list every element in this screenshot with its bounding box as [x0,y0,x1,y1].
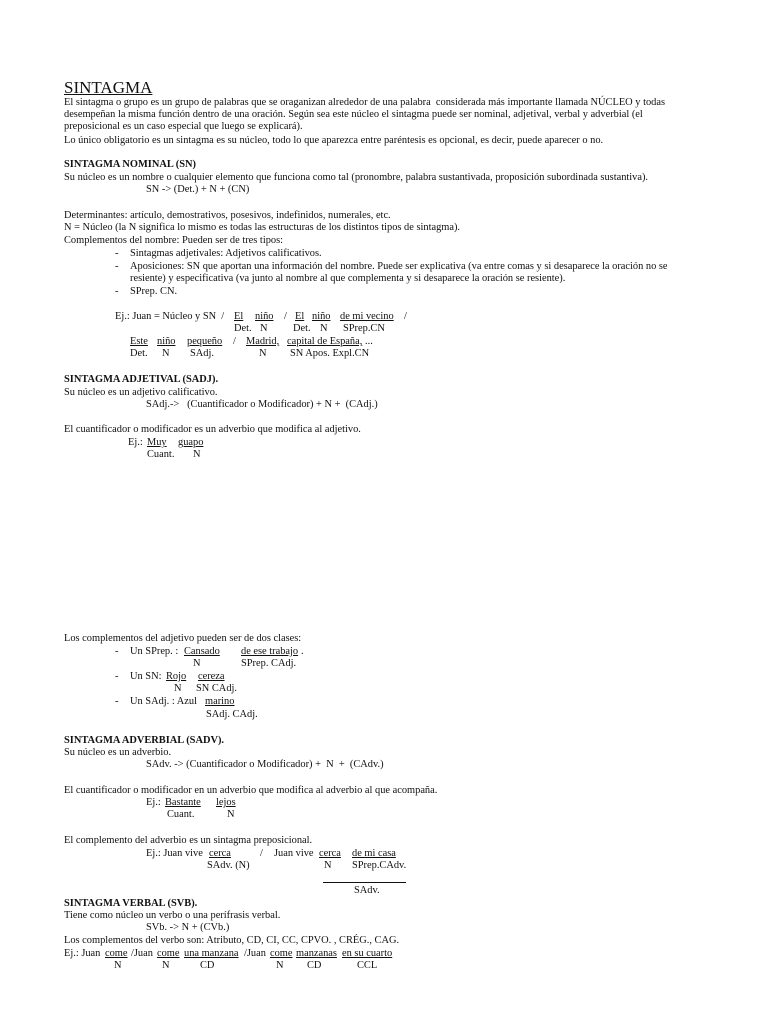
example-word: capital de España, [287,336,363,347]
example-label: SAdj. CAdj. [206,709,258,720]
example-label: SAdj. [190,348,214,359]
example-word: El [295,311,305,322]
example-label: N [227,809,235,820]
example-text: Ej.: Juan [64,948,101,959]
example-label: SAdv. [354,885,380,896]
example-text: Juan vive [274,848,314,859]
example-label: SPrep.CN [343,323,385,334]
sn-text: Su núcleo es un nombre o cualquier elemento que funciona como tal (pronombre, palabra sustantivada, proposición subordinada sustantiva). [64,172,649,183]
example-word: de ese trabajo [241,646,299,657]
example-word: guapo [178,437,204,448]
example-label: SPrep. CAdj. [241,658,297,669]
example-word: cerca [209,848,231,859]
bracket-line [323,882,406,883]
list-item: Sintagmas adjetivales: Adjetivos calificativos. [130,248,322,259]
list-item: Un SAdj. : Azul [130,696,197,707]
example-word: come [157,948,180,959]
sadj-text: El cuantificador o modificador es un adverbio que modifica al adjetivo. [64,424,361,435]
example-text: ... [365,336,373,347]
example-text: Ej.: [146,797,161,808]
example-word: come [105,948,128,959]
example-text: Ej.: Juan vive [146,848,203,859]
list-item: Un SN: [130,671,162,682]
sn-text: Determinantes: artículo, demostrativos, posesivos, indefinidos, numerales, etc. [64,210,391,221]
list-bullet: - [115,248,119,259]
example-word: una manzana [184,948,239,959]
svb-text: Los complementos del verbo son: Atributo, CD, CI, CC, CPVO. , CRÉG., CAG. [64,935,400,946]
example-word: manzanas [296,948,337,959]
example-label: N [260,323,268,334]
sn-text: Complementos del nombre: Pueden ser de tres tipos: [64,235,284,246]
example-label: Det. [234,323,252,334]
example-word: El [234,311,244,322]
example-word: niño [255,311,274,322]
example-word: come [270,948,293,959]
example-text: . [301,646,304,657]
sn-formula: SN -> (Det.) + N + (CN) [146,184,250,195]
example-word: Este [130,336,148,347]
example-label: CD [307,960,322,971]
page-title: SINTAGMA [64,78,153,97]
intro-line: El sintagma o grupo es un grupo de palabras que se oraganizan alrededor de una palabra considerada más importante llamada NÚCLEO y todas [64,97,666,108]
example-label: SN CAdj. [196,683,237,694]
example-word: Madrid, [246,336,280,347]
example-label: N [259,348,267,359]
example-label: N [276,960,284,971]
example-label: CCL [357,960,378,971]
example-word: en su cuarto [342,948,393,959]
example-label: CD [200,960,215,971]
example-label: SAdv. (N) [207,860,250,871]
example-word: niño [312,311,331,322]
example-word: cereza [198,671,225,682]
example-text: Ej.: Juan = Núcleo y SN / [115,311,225,322]
example-word: pequeño [187,336,223,347]
example-label: Det. [130,348,148,359]
example-label: Cuant. [147,449,175,460]
example-label: N [193,449,201,460]
example-word: niño [157,336,176,347]
example-label: N [193,658,201,669]
example-word: Rojo [166,671,187,682]
intro-line: Lo único obligatorio es un sintagma es su núcleo, todo lo que aparezca entre paréntesis es opcional, es decir, puede aparecer o no. [64,135,604,146]
example-word: cerca [319,848,341,859]
example-text: /Juan [131,948,153,959]
list-bullet: - [115,286,119,297]
example-label: Cuant. [167,809,195,820]
example-text: Ej.: [128,437,143,448]
list-item: Un SPrep. : [130,646,179,657]
example-label: N [162,348,170,359]
list-item: resiente) y especificativa (va junto al nombre al que complementa y si desaparece la oración se resiente). [130,273,566,284]
example-word: marino [205,696,235,707]
example-label: N [174,683,182,694]
list-bullet: - [115,646,119,657]
svb-heading: SINTAGMA VERBAL (SVB). [64,898,198,909]
example-label: N [324,860,332,871]
svb-text: Tiene como núcleo un verbo o una perífrasis verbal. [64,910,281,921]
sadv-text: Su núcleo es un adverbio. [64,747,172,758]
list-bullet: - [115,261,119,272]
example-word: Bastante [165,797,201,808]
sadv-heading: SINTAGMA ADVERBIAL (SADV). [64,735,225,746]
sn-text: N = Núcleo (la N significa lo mismo es todas las estructuras de los distintos tipos de sintagma). [64,222,461,233]
example-label: N [114,960,122,971]
example-word: de mi casa [352,848,396,859]
example-label: SPrep.CAdv. [352,860,407,871]
sadj-formula: SAdj.-> (Cuantificador o Modificador) + N + (CAdj.) [146,399,378,410]
example-label: Det. [293,323,311,334]
example-text: / [260,848,263,859]
example-text: / [233,336,236,347]
example-label: N [320,323,328,334]
list-item: Aposiciones: SN que aportan una información del nombre. Puede ser explicativa (va entre comas y si desaparece la oración no se [130,261,668,272]
sadj-text: Su núcleo es un adjetivo calificativo. [64,387,218,398]
example-word: lejos [216,797,236,808]
sadj-heading: SINTAGMA ADJETIVAL (SADJ). [64,374,219,385]
list-item: SPrep. CN. [130,286,178,297]
intro-line: desempeñan la misma función dentro de una oración. Según sea este núcleo el sintagma puede ser nominal, adjetival, verbal y adverbial (el [64,109,643,120]
example-text: / [404,311,407,322]
example-label: SN Apos. Expl.CN [290,348,370,359]
example-word: Cansado [184,646,220,657]
example-text: / [284,311,287,322]
svb-formula: SVb. -> N + (CVb.) [146,922,230,933]
sadv-text: El cuantificador o modificador en un adverbio que modifica al adverbio al que acompaña. [64,785,438,796]
sadv-formula: SAdv. -> (Cuantificador o Modificador) + N + (CAdv.) [146,759,384,770]
list-bullet: - [115,671,119,682]
sadj-text: Los complementos del adjetivo pueden ser de dos clases: [64,633,302,644]
intro-line: preposicional es un caso especial que luego se explicará). [64,121,303,132]
sn-heading: SINTAGMA NOMINAL (SN) [64,159,197,170]
example-label: N [162,960,170,971]
example-word: Muy [147,437,167,448]
list-bullet: - [115,696,119,707]
example-word: de mi vecino [340,311,394,322]
example-text: /Juan [244,948,266,959]
sadv-text: El complemento del adverbio es un sintagma preposicional. [64,835,313,846]
